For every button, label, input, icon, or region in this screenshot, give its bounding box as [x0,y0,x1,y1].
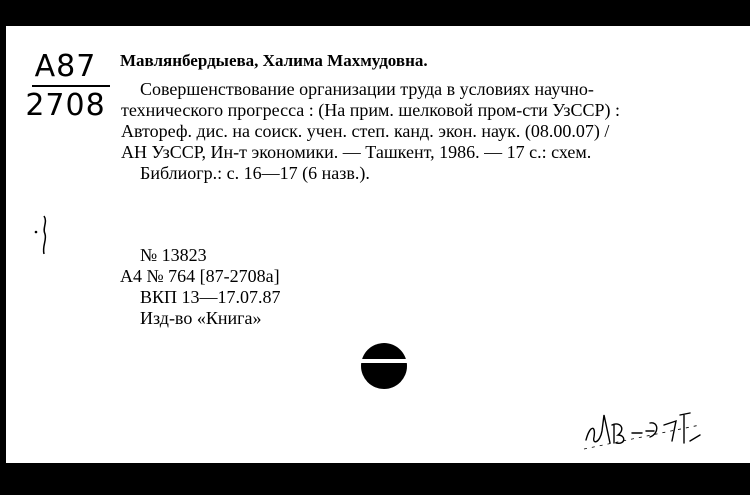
title-line-3: Автореф. дис. на соиск. учен. степ. канд. экон. наук. (08.00.07) / [121,121,610,141]
title-line-4: АН УзССР, Ин-т экономики. — Ташкент, 1986. — 17 с.: схем. [121,142,592,162]
pencil-mark-icon [30,210,60,265]
a4-number: А4 № 764 [87-2708а] [120,266,280,286]
title-line-1: Совершенствование организации труда в условиях научно- [140,79,594,99]
registration-number: № 13823 [140,245,207,265]
card-punch-hole [361,343,407,389]
handwritten-signature-icon [580,385,710,455]
bibliography-note: Библиогр.: с. 16—17 (6 назв.). [140,163,370,183]
title-line-2: технического прогресса : (На прим. шелковой пром-сти УзССР) : [121,100,621,120]
scan-border [0,463,750,495]
shelfmark-bottom: 2708 [25,88,106,123]
author-heading: Мавлянбердыева, Халима Махмудовна. [120,51,428,70]
publisher-line: Изд-во «Книга» [140,308,262,328]
shelfmark-divider [32,85,110,87]
shelfmark-top: А87 [34,49,97,84]
bkp-number: ВКП 13—17.07.87 [140,287,281,307]
punch-hole-slit [356,359,412,363]
